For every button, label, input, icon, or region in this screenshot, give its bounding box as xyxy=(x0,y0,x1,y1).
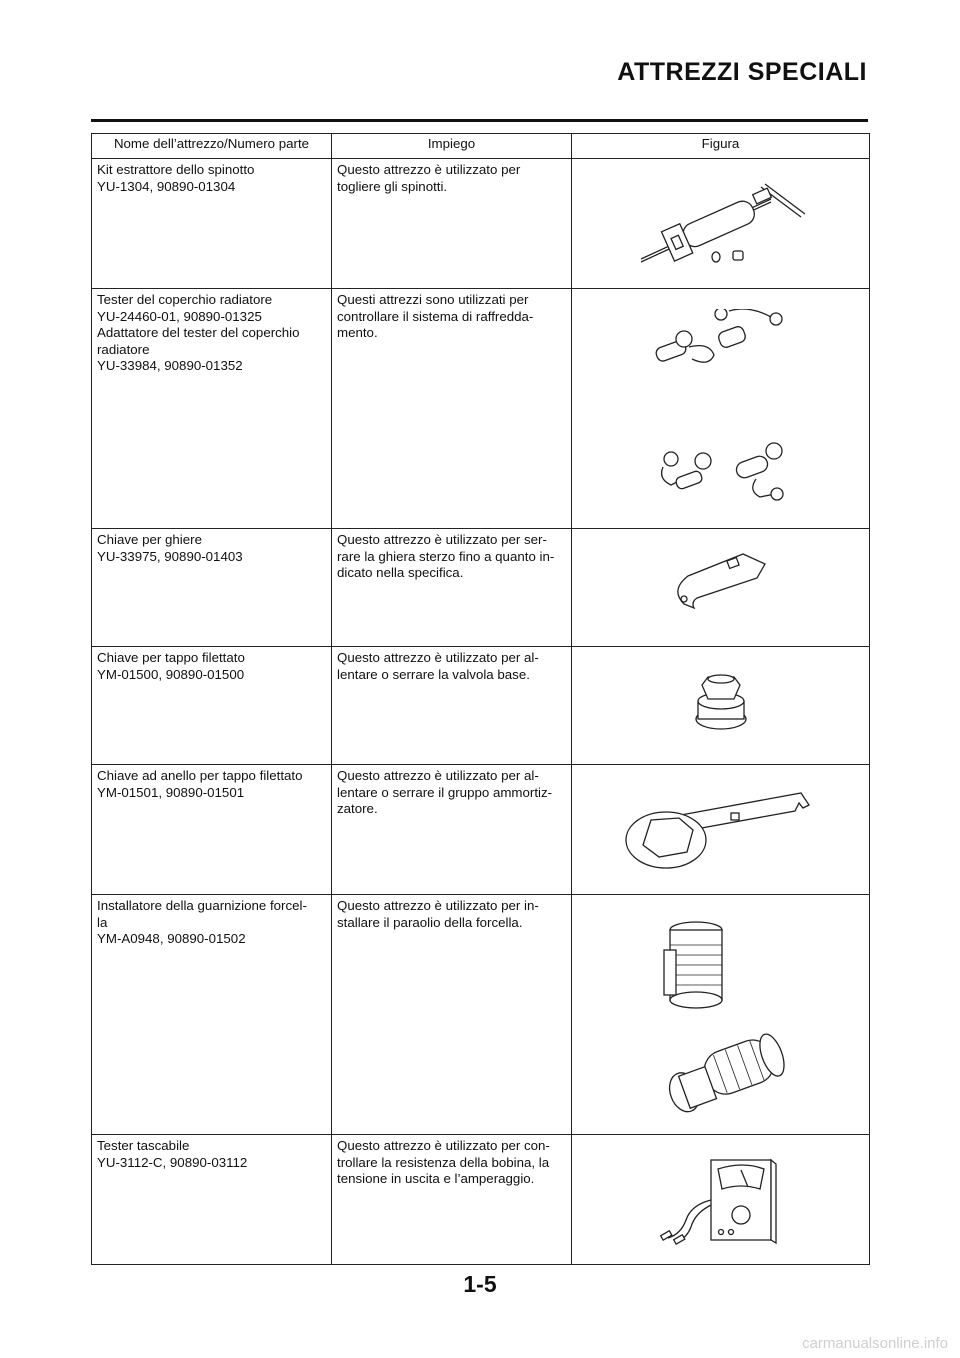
title-rule xyxy=(91,119,868,122)
table-row xyxy=(92,647,870,765)
tool-usage: Questo attrezzo è utilizzato per ser- rare la ghiera sterzo fino a quanto in- dicato nella specifica. xyxy=(332,529,572,647)
tool-figure xyxy=(572,647,870,765)
tool-usage: Questo attrezzo è utilizzato per al- lentare o serrare la valvola base. xyxy=(332,647,572,765)
piston-pin-puller-icon xyxy=(621,179,821,269)
tool-name: Installatore della guarnizione forcel- la YM-A0948, 90890-01502 xyxy=(92,895,332,1135)
column-header-name: Nome dell’attrezzo/Numero parte xyxy=(92,134,332,159)
page-title: ATTREZZI SPECIALI xyxy=(617,58,867,86)
table-row xyxy=(92,895,870,1135)
tool-name: Kit estrattore dello spinotto YU-1304, 90890-01304 xyxy=(92,159,332,289)
tool-figure xyxy=(572,895,870,1135)
table-row xyxy=(92,289,870,529)
cap-bolt-wrench-icon xyxy=(686,667,756,737)
watermark[interactable]: carmanualsonline.info xyxy=(802,1335,948,1352)
tool-figure xyxy=(572,289,870,529)
table-row xyxy=(92,1135,870,1265)
tool-name: Chiave per tappo filettato YM-01500, 90890-01500 xyxy=(92,647,332,765)
tool-figure xyxy=(572,1135,870,1265)
table-row xyxy=(92,159,870,289)
pocket-tester-icon xyxy=(656,1155,786,1245)
special-tools-table xyxy=(91,133,870,1265)
tool-name: Tester tascabile YU-3112-C, 90890-03112 xyxy=(92,1135,332,1265)
ring-wrench-icon xyxy=(621,785,821,875)
table-row xyxy=(92,529,870,647)
tool-figure xyxy=(572,529,870,647)
table-row xyxy=(92,765,870,895)
tool-name: Chiave per ghiere YU-33975, 90890-01403 xyxy=(92,529,332,647)
radiator-cap-tester-icon xyxy=(641,309,801,509)
tool-usage: Questo attrezzo è utilizzato per togliere gli spinotti. xyxy=(332,159,572,289)
tool-usage: Questo attrezzo è utilizzato per con- trollare la resistenza della bobina, la tensione in uscita e l’amperaggio. xyxy=(332,1135,572,1265)
tool-usage: Questo attrezzo è utilizzato per in- stallare il paraolio della forcella. xyxy=(332,895,572,1135)
fork-seal-driver-icon xyxy=(646,915,796,1115)
tool-name: Tester del coperchio radiatore YU-24460-01, 90890-01325 Adattatore del tester del coperchio radiatore YU-33984, 90890-01352 xyxy=(92,289,332,529)
column-header-usage: Impiego xyxy=(332,134,572,159)
hook-wrench-icon xyxy=(666,549,776,619)
table-header-row xyxy=(92,134,870,159)
column-header-figure: Figura xyxy=(572,134,870,159)
tool-usage: Questi attrezzi sono utilizzati per controllare il sistema di raffredda- mento. xyxy=(332,289,572,529)
tool-figure xyxy=(572,159,870,289)
page-number: 1-5 xyxy=(463,1271,497,1297)
tool-name: Chiave ad anello per tappo filettato YM-01501, 90890-01501 xyxy=(92,765,332,895)
tool-usage: Questo attrezzo è utilizzato per al- lentare o serrare il gruppo ammortiz- zatore. xyxy=(332,765,572,895)
tool-figure xyxy=(572,765,870,895)
